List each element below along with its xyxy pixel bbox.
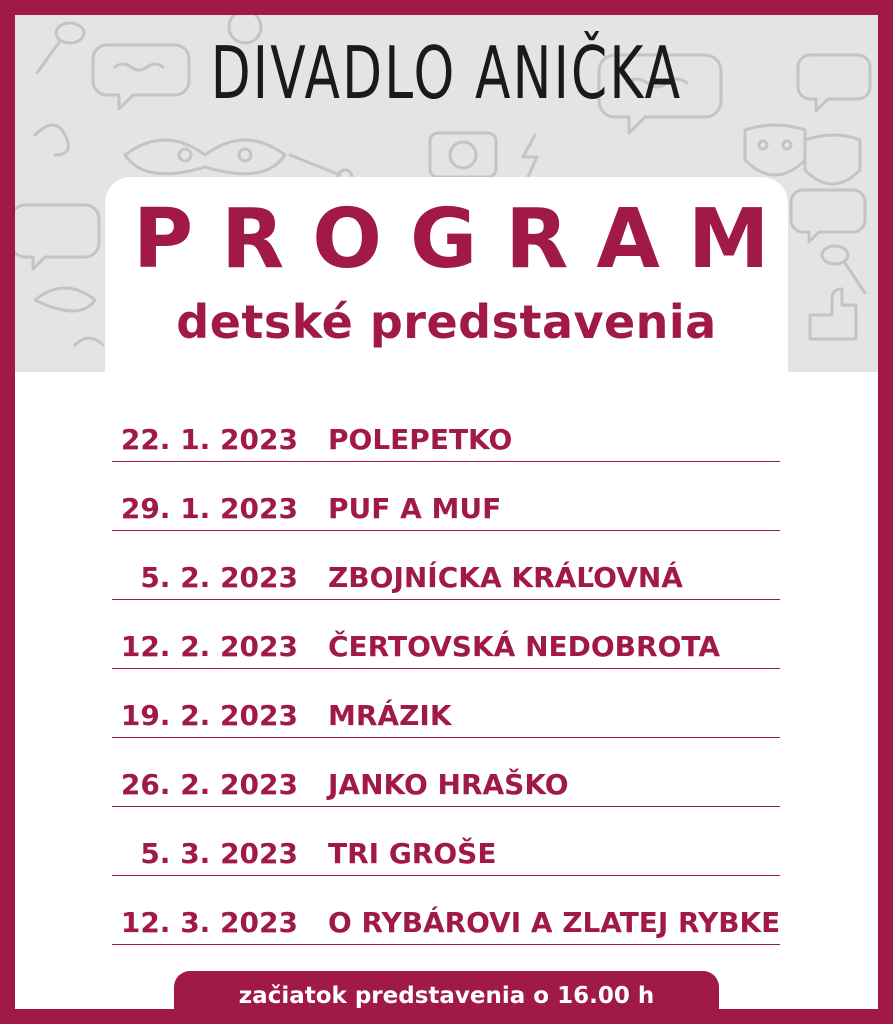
- row-divider: [112, 461, 780, 462]
- row-divider: [112, 944, 780, 945]
- schedule-row: [112, 486, 780, 555]
- microphone-doodle-icon: [822, 246, 865, 293]
- row-divider: [112, 806, 780, 807]
- performance-date: 12. 2. 2023: [120, 630, 298, 663]
- schedule-list: [112, 417, 780, 969]
- row-divider: [112, 875, 780, 876]
- schedule-row: [112, 624, 780, 693]
- performance-date: 19. 2. 2023: [120, 699, 298, 732]
- speech-bubble-doodle-icon: [15, 205, 99, 269]
- performance-title: TRI GROŠE: [328, 837, 497, 870]
- performance-date: 26. 2. 2023: [120, 768, 298, 801]
- lightning-doodle-icon: [523, 135, 537, 179]
- performance-date: 12. 3. 2023: [120, 906, 298, 939]
- thumbs-up-doodle-icon: [810, 289, 856, 339]
- schedule-row: [112, 762, 780, 831]
- performance-date: 5. 2. 2023: [140, 561, 298, 594]
- schedule-row: [112, 900, 780, 969]
- performance-date: 22. 1. 2023: [120, 423, 298, 456]
- poster: [15, 15, 878, 1009]
- row-divider: [112, 530, 780, 531]
- row-divider: [112, 668, 780, 669]
- schedule-row: [112, 555, 780, 624]
- schedule-row: [112, 693, 780, 762]
- eye-mask-doodle-icon: [125, 140, 285, 174]
- start-time-note: začiatok predstavenia o 16.00 h: [238, 983, 655, 1009]
- row-divider: [112, 737, 780, 738]
- schedule-row: [112, 831, 780, 900]
- program-subtitle: detské predstavenia: [176, 295, 717, 349]
- schedule-row: [112, 417, 780, 486]
- speech-bubble-doodle-icon: [798, 55, 870, 111]
- eye-mask-doodle-icon: [35, 288, 95, 311]
- speech-bubble-doodle-icon: [791, 190, 865, 242]
- row-divider: [112, 599, 780, 600]
- performance-title: ZBOJNÍCKA KRÁĽOVNÁ: [328, 561, 683, 594]
- program-title: PROGRAM: [133, 192, 798, 287]
- performance-title: PUF A MUF: [328, 492, 502, 525]
- performance-date: 5. 3. 2023: [140, 837, 298, 870]
- theater-logo: DIVADLO ANIČKA: [210, 31, 683, 115]
- performance-title: POLEPETKO: [328, 423, 513, 456]
- performance-title: MRÁZIK: [328, 699, 452, 732]
- performance-date: 29. 1. 2023: [120, 492, 298, 525]
- performance-title: O RYBÁROVI A ZLATEJ RYBKE: [328, 906, 781, 939]
- microphone-doodle-icon: [37, 23, 84, 73]
- camera-doodle-icon: [430, 133, 496, 177]
- performance-title: ČERTOVSKÁ NEDOBROTA: [328, 630, 720, 663]
- theater-masks-doodle-icon: [745, 125, 860, 184]
- performance-title: JANKO HRAŠKO: [328, 768, 569, 801]
